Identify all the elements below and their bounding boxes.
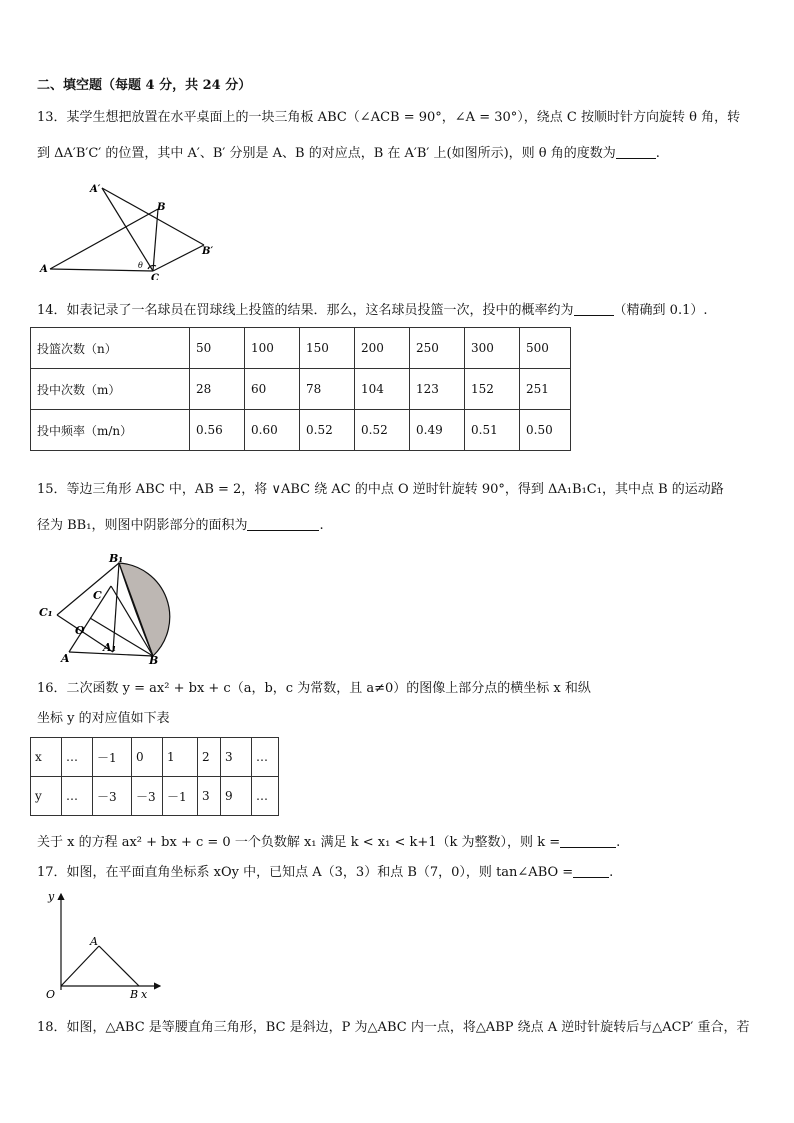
q16-table-cell: 1 (163, 738, 198, 777)
q15-line2 (37, 517, 324, 535)
q14-table-cell: 250 (410, 328, 465, 369)
q16-answer-blank (560, 834, 616, 848)
q16-line1: 16．二次函数 y = ax² + bx + c（a，b，c 为常数，且 a≠0）的图像上部分点的横坐标 x 和纵 (37, 681, 591, 696)
q16-table-cell: … (252, 777, 279, 816)
q16-table-row (31, 738, 279, 777)
q16-table-cell: 3 (198, 777, 221, 816)
q15-label-b: B (149, 654, 159, 667)
q14-table-cell: 60 (245, 369, 300, 410)
q14-table-cell: 投中频率（m/n） (31, 410, 190, 451)
q13-line1: 13．某学生想把放置在水平桌面上的一块三角板 ABC（∠ACB = 90°，∠A = 30°），绕点 C 按顺时针方向旋转 θ 角，转 (37, 110, 741, 125)
q16-line3-end: . (616, 835, 621, 850)
q15-line2-text: 径为 BB₁，则图中阴影部分的面积为 (37, 518, 248, 533)
q17-axis-y: y (48, 890, 55, 903)
q17-line1-text: 17．如图，在平面直角坐标系 xOy 中，已知点 A（3，3）和点 B（7，0），则 tan∠ABO = (37, 865, 574, 880)
q13-figure (30, 180, 230, 280)
q14-answer-blank (574, 302, 614, 316)
q15-line2-end: . (319, 518, 324, 533)
q14-table-cell: 251 (520, 369, 571, 410)
q13-label-a: A (40, 264, 48, 275)
q14-table-row (31, 410, 571, 451)
q16-table-cell: … (62, 738, 93, 777)
q17-axis-x: x (141, 988, 148, 1001)
q13-line2 (37, 145, 660, 163)
q14-table-cell: 50 (190, 328, 245, 369)
q14-table-cell: 投中次数（m） (31, 369, 190, 410)
q16-line3-text: 关于 x 的方程 ax² + bx + c = 0 一个负数解 x₁ 满足 k < x₁ < k+1（k 为整数），则 k = (37, 835, 561, 850)
q18-line1: 18．如图，△ABC 是等腰直角三角形，BC 是斜边，P 为△ABC 内一点，将△ABP 绕点 A 逆时针旋转后与△ACP′ 重合，若 (37, 1020, 750, 1035)
q16-table-cell: 3 (221, 738, 252, 777)
q14-table-cell: 0.52 (355, 410, 410, 451)
q16-table-cell: 2 (198, 738, 221, 777)
q16-table-cell: －1 (93, 738, 132, 777)
q16-table-cell: 0 (132, 738, 163, 777)
q16-table (30, 737, 279, 816)
q15-label-b1: B₁ (109, 552, 124, 565)
q17-answer-blank (573, 864, 609, 878)
q16-line3 (37, 834, 620, 852)
q14-table-cell: 0.52 (300, 410, 355, 451)
q15-line1: 15．等边三角形 ABC 中，AB = 2，将 ∨ABC 绕 AC 的中点 O 逆时针旋转 90°，得到 ΔA₁B₁C₁，其中点 B 的运动路 (37, 482, 724, 497)
q14-line1-end: （精确到 0.1）. (613, 303, 708, 318)
q14-table-cell: 0.60 (245, 410, 300, 451)
q16-table-row (31, 777, 279, 816)
q14-table (30, 327, 571, 451)
q14-table-cell: 300 (465, 328, 520, 369)
q17-label-o: O (46, 988, 56, 1001)
q15-label-a1: A₁ (103, 641, 117, 654)
q13-line2-end: . (655, 146, 660, 161)
q17-label-a: A (90, 935, 98, 948)
section-heading: 二、填空题（每题 4 分，共 24 分） (37, 78, 252, 93)
q14-table-row (31, 328, 571, 369)
q14-table-cell: 100 (245, 328, 300, 369)
q14-table-cell: 78 (300, 369, 355, 410)
q17-figure (38, 884, 168, 1004)
q14-table-cell: 123 (410, 369, 465, 410)
q15-label-a: A (61, 652, 70, 665)
q13-answer-blank (616, 145, 656, 159)
q16-table-cell: －3 (93, 777, 132, 816)
q15-figure (35, 552, 175, 668)
q16-table-cell: … (252, 738, 279, 777)
q13-label-theta: θ (138, 261, 143, 270)
q16-table-cell: －1 (163, 777, 198, 816)
q13-label-c: C (151, 273, 159, 280)
q16-table-cell: 9 (221, 777, 252, 816)
q16-table-cell: y (31, 777, 62, 816)
q13-line2-text: 到 ΔA′B′C′ 的位置，其中 A′、B′ 分别是 A、B 的对应点，B 在 A′B′ 上(如图所示)，则 θ 角的度数为 (37, 146, 616, 161)
q14-table-cell: 104 (355, 369, 410, 410)
q14-table-cell: 投篮次数（n） (31, 328, 190, 369)
q14-line1-text: 14．如表记录了一名球员在罚球线上投篮的结果．那么，这名球员投篮一次，投中的概率约为 (37, 303, 574, 318)
q14-table-cell: 28 (190, 369, 245, 410)
q14-table-cell: 152 (465, 369, 520, 410)
q14-table-cell: 0.49 (410, 410, 465, 451)
q14-table-cell: 150 (300, 328, 355, 369)
q14-table-cell: 0.56 (190, 410, 245, 451)
q15-label-c1: C₁ (39, 606, 53, 619)
q14-table-cell: 500 (520, 328, 571, 369)
q16-table-cell: … (62, 777, 93, 816)
q13-label-a-prime: A′ (90, 184, 101, 195)
q16-table-cell: －3 (132, 777, 163, 816)
q14-table-cell: 0.51 (465, 410, 520, 451)
q16-line2: 坐标 y 的对应值如下表 (37, 711, 170, 726)
q15-label-c: C (93, 589, 102, 602)
q13-label-b-prime: B′ (202, 246, 214, 257)
q15-answer-blank (247, 517, 319, 531)
q14-table-cell: 200 (355, 328, 410, 369)
q17-line1 (37, 864, 613, 882)
q14-table-cell: 0.50 (520, 410, 571, 451)
q14-line1 (37, 302, 708, 320)
q17-line1-end: . (609, 865, 614, 880)
q14-table-row (31, 369, 571, 410)
q17-label-b: B (130, 988, 139, 1001)
q15-label-o: O (75, 624, 85, 637)
q13-label-b: B (157, 202, 166, 213)
q16-table-cell: x (31, 738, 62, 777)
